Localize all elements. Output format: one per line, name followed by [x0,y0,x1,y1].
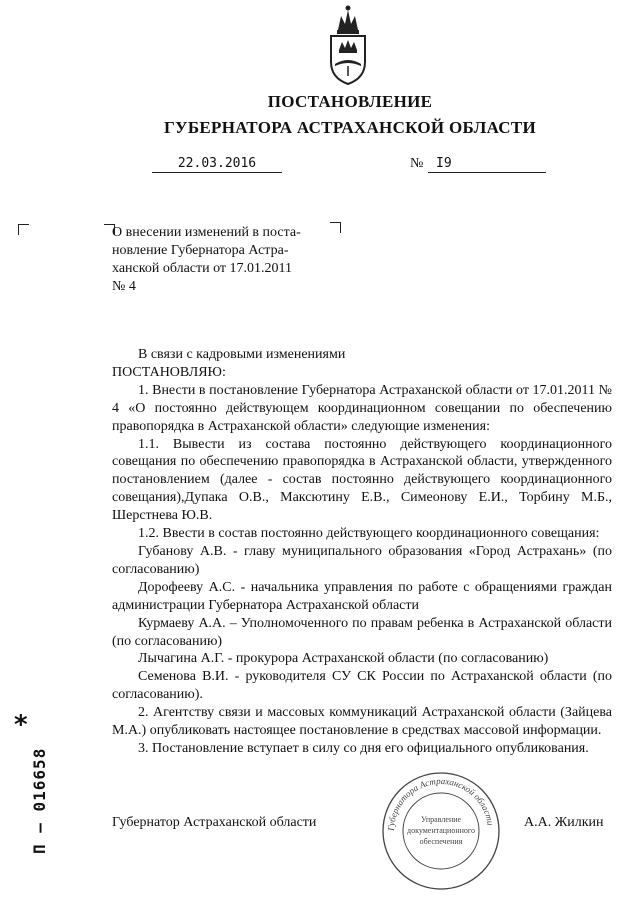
corner-mark-right [330,222,341,233]
document-issuer: ГУБЕРНАТОРА АСТРАХАНСКОЙ ОБЛАСТИ [163,118,537,137]
stamp-ring-text: Губернатора Астраханской области [385,775,496,832]
corner-mark-left [18,224,29,235]
paragraph: Дорофееву А.С. - начальника управления по работе с обращениями граждан администрации Губернатора Астраханской области [112,579,612,613]
serial-number: П – 016658 [30,747,49,854]
paragraph: Губанову А.В. - главу муниципального образования «Город Астрахань» (по согласованию) [112,543,612,577]
paragraph: 1.1. Вывести из состава постоянно действующего координационного совещания по обеспечению правопорядка в Астраханской области, утвержденного постановлением (далее - состав постоянно действующего координационного совещания),Дупака О.В., Максютину Е.В., Симеонову Е.И., Торбину М.Б., Шерстнева Ю.В. [112,436,612,524]
star-mark: * [14,710,28,740]
subject-line: О внесении изменений в поста- [112,225,301,240]
official-stamp [380,770,502,892]
paragraph: Лычагина А.Г. - прокурора Астраханской области (по согласованию) [138,651,549,667]
stamp-line: Управление [420,815,462,824]
stamp-line: обеспечения [419,837,463,846]
document-number: I9 [428,156,546,173]
document-date: 22.03.2016 [152,156,282,173]
signer-position: Губернатор Астраханской области [112,815,317,830]
number-label: № [410,156,424,171]
paragraph: 3. Постановление вступает в силу со дня его официального опубликования. [138,740,589,756]
subject-line: новление Губернатора Астра- [112,243,289,258]
serial-mark [12,710,52,856]
stamp-line: документационного [407,826,475,835]
paragraph: Курмаеву А.А. – Уполномоченного по правам ребенка в Астраханской области (по согласованию) [112,615,612,649]
coat-of-arms-emblem [325,4,371,86]
subject-line: ханской области от 17.01.2011 [112,261,293,276]
document-body [112,346,612,758]
paragraph: Семенова В.И. - руководителя СУ СК России по Астраханской области (по согласованию). [112,669,612,703]
document-title: ПОСТАНОВЛЕНИЕ [267,92,433,111]
preamble: В связи с кадровыми изменениями [138,347,346,362]
paragraph: 1.2. Ввести в состав постоянно действующего координационного совещания: [138,526,600,542]
subject-block [112,224,328,296]
signer-name: А.А. Жилкин [524,815,604,830]
paragraph: 1. Внести в постановление Губернатора Астраханской области от 17.01.2011 № 4 «О постоянно действующем координационном совещании по обеспечению правопорядка в Астраханской области» следующие изменения: [112,382,612,434]
paragraph: 2. Агентству связи и массовых коммуникаций Астраханской области (Зайцева М.А.) опубликовать настоящее постановление в средствах массовой информации. [112,705,612,739]
resolution-heading: ПОСТАНОВЛЯЮ: [112,364,226,380]
subject-line: № 4 [112,279,136,294]
